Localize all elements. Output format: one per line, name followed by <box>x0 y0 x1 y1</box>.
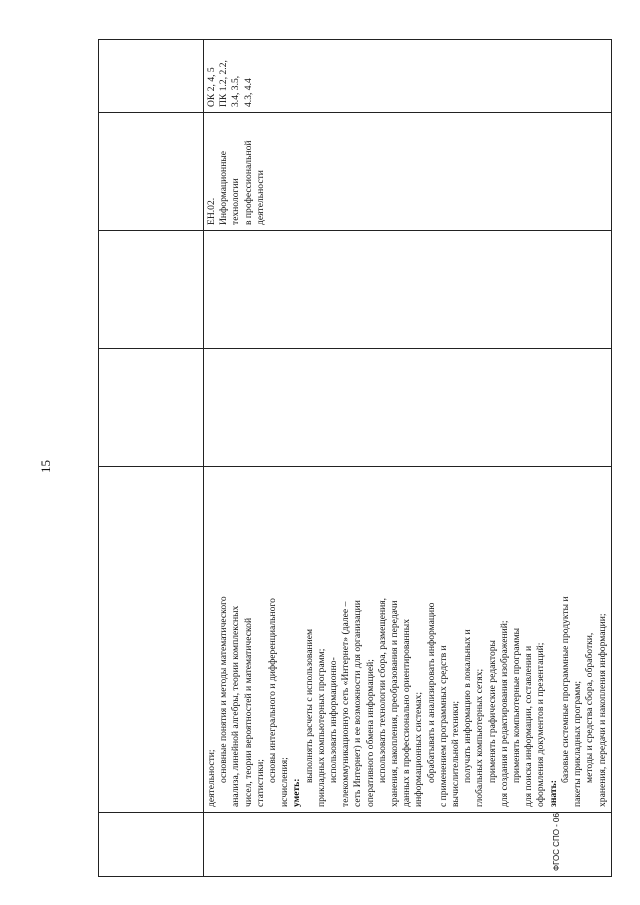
content-line: статистики; <box>254 759 266 807</box>
content-line: выполнять расчеты с использованием <box>303 628 315 783</box>
knowledge-skills-cell <box>204 467 612 813</box>
content-line: анализа, линейной алгебры, теории комплексных <box>230 605 242 807</box>
subject-code: ЕН.02. <box>206 197 217 225</box>
content-line: пакеты прикладных программ; <box>572 680 584 807</box>
table-row <box>99 40 204 877</box>
content-line: прикладных компьютерных программ; <box>315 648 327 807</box>
subject-cell <box>204 113 612 231</box>
competency-line: 4.3, 4.4 <box>242 78 254 107</box>
competency-line: 3.4, 3.5, <box>230 75 242 107</box>
subject-title-line: в профессиональной <box>242 140 254 225</box>
content-line: оперативного обмена информацией; <box>364 659 376 807</box>
content-line: хранения, накопления, преобразования и передачи <box>389 600 401 807</box>
table-cell <box>204 349 612 467</box>
content-line: применять графические редакторы <box>486 640 498 783</box>
table-cell <box>204 813 612 877</box>
section-heading: уметь: <box>291 778 303 807</box>
content-line: хранения, передачи и накопления информации; <box>596 613 608 807</box>
table-cell <box>99 813 204 877</box>
section-heading: знать: <box>547 780 559 807</box>
content-line: оформления документов и презентаций; <box>535 642 547 807</box>
content-line: вычислительной техники; <box>450 700 462 807</box>
content-line: основные понятия и методы математического <box>218 596 230 783</box>
content-line: основы интегрального и дифференциального <box>267 598 279 783</box>
curriculum-table <box>98 39 612 877</box>
content-line: деятельности; <box>206 749 217 807</box>
footer-code: ФГОС СПО - 06 <box>552 813 561 871</box>
content-line: применять компьютерные программы <box>511 627 523 783</box>
table-cell <box>204 231 612 349</box>
content-line: для создания и редактирования изображений; <box>498 620 510 807</box>
content-line: данных в профессионально ориентированных <box>401 618 413 807</box>
content-line: чисел, теории вероятностей и математической <box>242 617 254 807</box>
table-cell <box>99 40 204 113</box>
subject-title-line: технологии <box>230 178 242 225</box>
table-cell <box>99 231 204 349</box>
content-line: получать информацию в локальных и <box>462 629 474 783</box>
content-line: обрабатывать и анализировать информацию <box>425 602 437 783</box>
content-line: методы и средства сбора, обработки, <box>584 632 596 783</box>
content-line: использовать информационно- <box>328 657 340 783</box>
table-cell <box>99 467 204 813</box>
competencies-cell <box>204 40 612 113</box>
subject-title-line: деятельности <box>254 170 266 225</box>
table-cell <box>99 349 204 467</box>
content-line: базовые системные программные продукты и <box>559 596 571 783</box>
content-line: исчисления; <box>279 757 291 807</box>
table-row <box>204 40 612 877</box>
content-line: телекоммуникационную сеть «Интернет» (далее – <box>340 601 352 807</box>
content-line: информационных системах; <box>413 692 425 807</box>
competency-line: ОК 2, 4, 5 <box>206 67 217 107</box>
content-line: с применением программных средств и <box>437 645 449 807</box>
competency-line: ПК 1.2, 2.2, <box>218 60 230 107</box>
content-line: для поиска информации, составления и <box>523 645 535 807</box>
content-line: использовать технологии сбора, размещения, <box>376 597 388 783</box>
content-line: сеть Интернет) и ее возможности для организации <box>352 600 364 807</box>
subject-title-line: Информационные <box>218 150 230 225</box>
content-line: глобальных компьютерных сетях; <box>474 668 486 807</box>
page-number: 15 <box>38 460 53 473</box>
table-cell <box>99 113 204 231</box>
